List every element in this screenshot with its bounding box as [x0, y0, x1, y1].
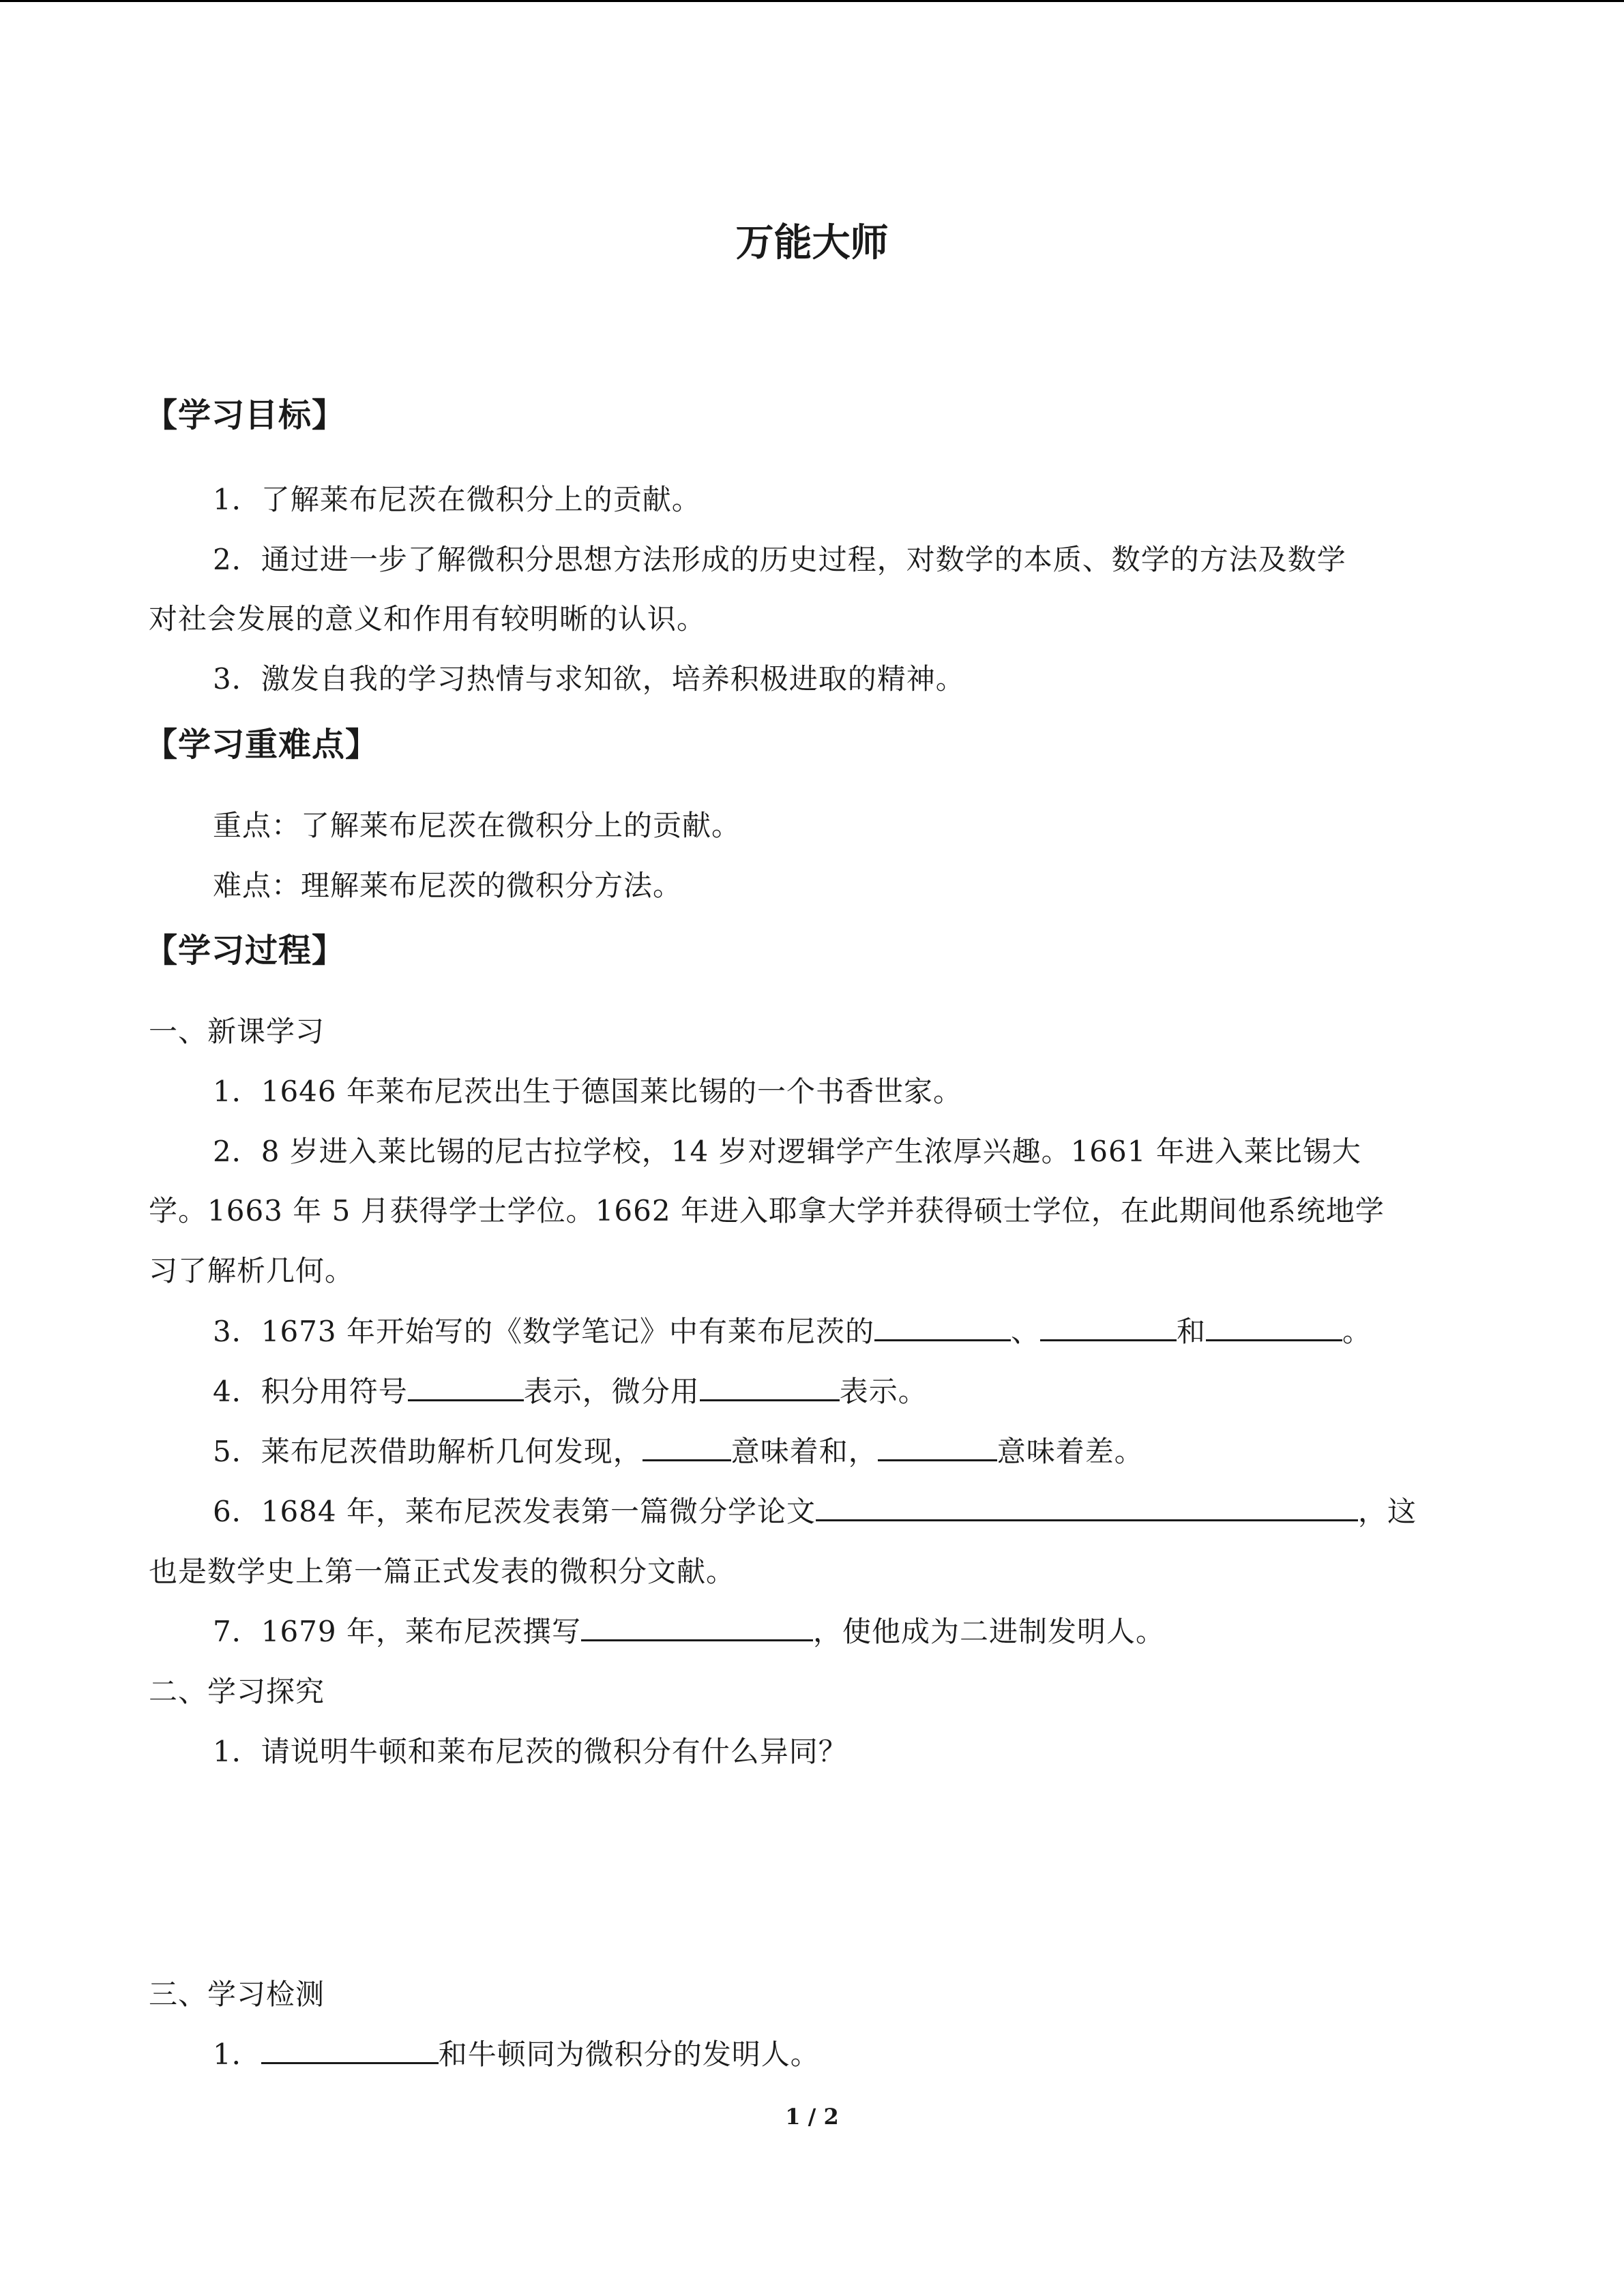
section-heading-goals: 【学习目标】: [145, 396, 346, 434]
q5-blank-1[interactable]: [643, 1433, 731, 1461]
q4-text-c: 表示。: [839, 1375, 928, 1408]
q3-blank-2[interactable]: [1040, 1313, 1177, 1341]
part1-q6-line2: 也是数学史上第一篇正式发表的微积分文献。: [149, 1555, 736, 1588]
q4-text-b: 表示，微分用: [523, 1375, 700, 1408]
goal-item-1: 1．了解莱布尼茨在微积分上的贡献。: [213, 483, 701, 516]
q4-text-a: 4．积分用符号: [213, 1375, 408, 1408]
goal-item-3: 3．激发自我的学习热情与求知欲，培养积极进取的精神。: [213, 662, 965, 696]
part3-title: 三、学习检测: [149, 1978, 325, 2011]
part2-title: 二、学习探究: [149, 1675, 325, 1708]
q5-text-b: 意味着和，: [730, 1435, 878, 1468]
q7-text-b: ，使他成为二进制发明人。: [812, 1615, 1165, 1648]
q5-text-c: 意味着差。: [996, 1435, 1144, 1468]
q7-blank[interactable]: [581, 1613, 813, 1641]
q6-blank[interactable]: [816, 1493, 1358, 1521]
part1-q2-line2: 学。1663 年 5 月获得学士学位。1662 年进入耶拿大学并获得硕士学位，在此期间他系统地学: [149, 1194, 1385, 1227]
q7-text-a: 7．1679 年，莱布尼茨撰写: [213, 1615, 581, 1648]
q4-blank-2[interactable]: [700, 1373, 840, 1401]
q3-text-a: 3．1673 年开始写的《数学笔记》中有莱布尼茨的: [213, 1315, 874, 1348]
q3-blank-3[interactable]: [1206, 1313, 1342, 1341]
part1-q1: 1．1646 年莱布尼茨出生于德国莱比锡的一个书香世家。: [213, 1075, 962, 1108]
part1-q7: [213, 1609, 1165, 1650]
goal-item-2-cont: 对社会发展的意义和作用有较明晰的认识。: [149, 602, 707, 636]
q4-blank-1[interactable]: [408, 1373, 524, 1401]
q6-text-a: 6．1684 年，莱布尼茨发表第一篇微分学论文: [213, 1495, 816, 1528]
section-heading-key-points: 【学习重难点】: [145, 726, 379, 764]
page-number: 1 / 2: [785, 2104, 839, 2130]
part2-q1: 1．请说明牛顿和莱布尼茨的微积分有什么异同？: [213, 1735, 848, 1768]
q3-text-b: 、: [1010, 1315, 1040, 1348]
q3-text-c: 和: [1176, 1315, 1206, 1348]
part1-title: 一、新课学习: [149, 1015, 325, 1048]
page-title: 万能大师: [735, 221, 889, 265]
part1-q2-line1: 2．8 岁进入莱比锡的尼古拉学校，14 岁对逻辑学产生浓厚兴趣。1661 年进入莱比锡大: [213, 1135, 1361, 1168]
difficulty-point: 难点：理解莱布尼茨的微积分方法。: [213, 869, 683, 902]
part1-q6: [213, 1489, 1417, 1530]
part3-q1: [213, 2032, 820, 2073]
q6-text-b: ，这: [1357, 1495, 1417, 1528]
focus-point: 重点：了解莱布尼茨在微积分上的贡献。: [213, 809, 741, 842]
part3-q1-text-b: 和牛顿同为微积分的发明人。: [438, 2038, 820, 2071]
q3-blank-1[interactable]: [874, 1313, 1011, 1341]
part1-q5: [213, 1429, 1144, 1470]
q5-blank-2[interactable]: [878, 1433, 997, 1461]
q3-text-d: 。: [1342, 1315, 1372, 1348]
part3-q1-blank[interactable]: [261, 2036, 439, 2064]
goal-item-2: 2．通过进一步了解微积分思想方法形成的历史过程，对数学的本质、数学的方法及数学: [213, 543, 1346, 576]
section-heading-process: 【学习过程】: [145, 931, 346, 970]
part3-q1-text-a: 1．: [213, 2038, 261, 2071]
part1-q3: [213, 1309, 1372, 1350]
top-border-line: [0, 0, 1624, 2]
part1-q2-line3: 习了解析几何。: [149, 1254, 355, 1287]
q5-text-a: 5．莱布尼茨借助解析几何发现，: [213, 1435, 643, 1468]
part1-q4: [213, 1369, 928, 1410]
